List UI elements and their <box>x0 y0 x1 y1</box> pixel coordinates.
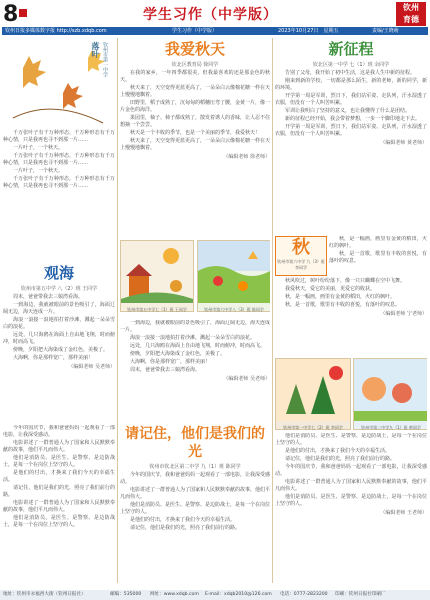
article-author: 钦州市第五中学 八（2）班 王同学 <box>20 286 98 292</box>
article-paragraph: 傍晚，夕阳把大海染成了金红色，美极了。 <box>13 347 109 353</box>
article-paragraph: 田野里，稻子成熟了，沉甸甸的稻穗压弯了腰，金黄一片，像一片金色的海洋。 <box>120 100 270 113</box>
student-drawing <box>120 240 194 312</box>
article-editor: （编辑老师 黄老师） <box>380 140 427 146</box>
title-box <box>275 236 327 276</box>
article-paragraph: 新的征程已经开始，我会带着梦想，一步一个脚印地走下去。 <box>285 116 421 122</box>
footer-postcode: 邮编：535000 <box>110 592 142 597</box>
article-author: 钦州市第六中学 九（3）班 李同学 <box>277 259 325 270</box>
article-editor: （编辑老师 吴老师） <box>68 364 115 370</box>
poem-paragraph: 一片叶子，一个秋天。 <box>13 145 64 151</box>
article-paragraph: 是他们的付出，才换来了我们今天的幸福生活。 <box>285 448 391 454</box>
article-title: 观海 <box>43 264 74 282</box>
article-paragraph: 秋，是一幅画，画里有金黄的稻田，火红的枫叶。 <box>329 236 427 249</box>
article-title: 我爱秋天 <box>164 40 225 58</box>
article-paragraph: 开学第一周是军训，烈日下，我们站军姿、走队列，汗水湿透了衣服，但没有一个人叫苦叫累。 <box>275 124 427 137</box>
remember-continued-right <box>275 433 427 585</box>
section-title: 学生习作（中学版） <box>143 7 278 23</box>
sightseeing-article <box>3 262 115 422</box>
article-paragraph: 今年的国庆节，我和爸爸妈妈一起观看了一部电影，让我深受感动。 <box>275 464 427 477</box>
article-paragraph: 他们是消防员、是医生、是警察、是边防战士，是每一个在岗位上坚守的人。 <box>3 455 115 468</box>
article-paragraph: 海浪一浪接一浪地拍打着沙滩，溅起一朵朵雪白的浪花。 <box>130 335 256 341</box>
editor-name: 责编/王晓萌 <box>372 28 399 34</box>
article-paragraph: 请记住，他们是我们的光，照亮了我们前行的路。 <box>3 485 115 498</box>
article-paragraph: 秋天来了，天空变得更蓝更高了，一朵朵白云像棉花糖一样在天上慢慢地飘着。 <box>120 85 270 98</box>
article-title: 新征程 <box>328 40 374 58</box>
article-paragraph: 大海啊，你是那样宽广，那样美丽！ <box>130 359 211 365</box>
drawing-caption: 钦州市第二中学九（1）班 黄同学 <box>361 425 421 430</box>
article-author: 钦州市钦北区第二中学 九（1）班 陈同学 <box>149 464 241 470</box>
drawing-caption: 钦州市第一中学七（2）班 李同学 <box>283 425 343 430</box>
autumn-short-article <box>275 236 427 356</box>
article-title: 秋 <box>292 237 310 258</box>
drawings-row <box>120 240 270 318</box>
article-editor: （编辑老师 宁老师） <box>380 311 427 317</box>
article-paragraph: 傍晚，夕阳把大海染成了金红色，美极了。 <box>130 351 226 357</box>
article-paragraph: 今年的国庆节，我和爸爸妈妈一起观看了一部电影，让我深受感动。 <box>120 472 270 485</box>
article-paragraph: 电影讲述了一群普通人为了国家和人民默默奉献的故事，他们平凡而伟大。 <box>3 500 115 513</box>
student-drawing <box>197 240 270 312</box>
article-paragraph: 一到海边，我就被眼前的景色吸引了，海面辽阔无边，海天连成一片。 <box>3 302 115 315</box>
article-paragraph: 秋风吹过，树叶纷纷落下，像一只只蝴蝶在空中飞舞。 <box>285 278 406 284</box>
article-paragraph: 秋天来了，天空变得更蓝更高了，一朵朵白云像棉花糖一样在天上慢慢地飘着。 <box>120 138 270 151</box>
edition-name: 学生习作（中学版） <box>172 28 218 34</box>
sightseeing-continued <box>120 320 270 420</box>
article-paragraph: 今年的国庆节，我和爸爸妈妈一起观看了一部电影，让我深受感动。 <box>3 425 115 438</box>
article-paragraph: 周末，爸爸带我去三娘湾看海。 <box>130 367 201 373</box>
poem-paragraph: 千万张叶子有千万种形态，千万种形态有千万种心情，只是我再也寻不到那一片…… <box>3 176 115 189</box>
article-paragraph: 周末，爸爸带我去三娘湾看海。 <box>13 294 84 300</box>
article-paragraph: 电影讲述了一群普通人为了国家和人民默默奉献的故事，他们平凡而伟大。 <box>3 440 115 453</box>
article-paragraph: 远处，几只海鸥在海面上自由地飞翔，时而俯冲，时而高飞。 <box>130 343 266 349</box>
paper-logo <box>396 2 426 26</box>
article-paragraph: 电影讲述了一群普通人为了国家和人民默默奉献的故事，他们平凡而伟大。 <box>275 479 427 492</box>
article-editor: （编辑老师 王老师） <box>380 510 427 516</box>
article-paragraph: 军训让我明白了坚持的意义，也让我懂得了什么是团结。 <box>285 108 411 114</box>
drawing-caption: 钦州市第六中学八（3）班 陈同学 <box>204 307 264 312</box>
article-paragraph: 请记住，他们是我们的光，照亮了我们前行的路。 <box>130 525 241 531</box>
page-footer <box>0 590 430 600</box>
drawings-row-right <box>275 358 427 430</box>
article-paragraph: 是他们的付出，才换来了我们今天的幸福生活。 <box>3 470 115 483</box>
article-paragraph: 大海啊，你是那样宽广，那样美丽！ <box>13 355 94 361</box>
footer-phone: 电话：0777-2823200 <box>280 592 328 597</box>
article-paragraph: 是他们的付出，才换来了我们今天的幸福生活。 <box>130 517 236 523</box>
article-paragraph: 在我的家乡，一年四季都很美，但我最喜欢的还是那金色的秋天。 <box>120 70 270 83</box>
article-paragraph: 请记住，他们是我们的光，照亮了我们前行的路。 <box>285 456 396 462</box>
page-number: 8 <box>3 2 19 27</box>
masthead <box>0 0 430 26</box>
poem-paragraph: 千万张叶子有千万种形态，千万种形态有千万种心情，只是我再也寻不到那一片…… <box>3 153 115 166</box>
leaf-poem-block <box>3 38 115 258</box>
article-paragraph: 果园里，柚子、柿子都成熟了，散发着诱人的香味，让人忍不住想摘一个尝尝。 <box>120 115 270 128</box>
student-drawing <box>353 358 427 430</box>
drawing-caption: 钦州市第五中学七（1）班 王同学 <box>127 307 187 312</box>
article-paragraph: 开学第一周是军训，烈日下，我们站军姿、走队列，汗水湿透了衣服，但没有一个人叫苦叫累。 <box>275 93 427 106</box>
article-title: 请记住，他们是我们的光 <box>125 426 265 460</box>
autumn-article <box>120 38 270 238</box>
article-paragraph: 他们是消防员、是医生、是警察、是边防战士，是每一个在岗位上坚守的人。 <box>275 494 427 507</box>
article-paragraph: 秋，是一首歌，歌里有丰收的喜悦，有落叶的叹息。 <box>329 251 427 264</box>
footer-address: 地址：钦州市永福西大街（钦州日报社） <box>3 592 86 597</box>
info-bar <box>2 27 428 35</box>
footer-email[interactable]: E-mail：xdqb2010@126.com <box>205 592 272 597</box>
footer-print: 印刷：钦州日报社印刷厂 <box>335 592 386 597</box>
poem-author: 钦州市第一中学 <box>102 42 108 77</box>
article-paragraph: 远处，几只海鸥在海面上自由地飞翔，时而俯冲，时而高飞。 <box>3 332 115 345</box>
article-paragraph: 秋，是一首歌，歌里有丰收的喜悦，有落叶的叹息。 <box>285 302 401 308</box>
expedition-article <box>275 38 427 233</box>
page-marker <box>19 9 27 17</box>
article-paragraph: 他们是消防员、是医生、是警察、是边防战士，是每一个在岗位上坚守的人。 <box>120 502 270 515</box>
poem-paragraph: 一片叶子，一个秋天。 <box>13 168 64 174</box>
article-editor: （编辑老师 吴老师） <box>223 376 270 382</box>
article-editor: （编辑老师 徐老师） <box>223 154 270 160</box>
column-divider <box>117 38 118 583</box>
article-paragraph: 我爱秋天，爱它的美丽，更爱它的收获。 <box>285 286 376 292</box>
logo-bottom-text: 育德 <box>403 15 419 24</box>
article-paragraph: 海浪一浪接一浪地拍打着沙滩，溅起一朵朵雪白的浪花。 <box>3 317 115 330</box>
issue-date: 2023年10月27日 星期五 <box>278 28 339 34</box>
article-paragraph: 他们是消防员、是医生、是警察、是边防战士，是每一个在岗位上坚守的人。 <box>275 433 427 446</box>
poem-paragraph: 千万张叶子有千万种形态，千万种形态有千万种心情，只是我再也寻不到那一片…… <box>3 130 115 143</box>
article-paragraph: 秋，是一幅画，画里有金黄的稻田，火红的枫叶。 <box>285 294 396 300</box>
poem-title: 落叶 <box>91 42 100 58</box>
remember-article <box>120 425 270 587</box>
remember-continued-left <box>3 425 115 585</box>
column-divider <box>272 38 273 583</box>
article-paragraph: 秋天是一个丰收的季节，也是一个美丽的季节，我爱秋天！ <box>130 130 261 136</box>
site-link[interactable]: 钦州日报多媒体数字报 http://szb.xdqb.com <box>5 28 107 34</box>
article-paragraph: 告别了父母，我开始了初中生活，这是我人生中新的征程。 <box>285 70 416 76</box>
student-drawing <box>275 358 351 430</box>
logo-top-text: 钦州 <box>403 3 419 12</box>
article-author: 钦北区教育局 徐同学 <box>171 62 219 68</box>
footer-web[interactable]: 网址：www.xdqb.com <box>150 592 199 597</box>
article-author: 钦北区第一中学 七（1）班 余同学 <box>312 62 390 68</box>
article-paragraph: 他们是消防员、是医生、是警察、是边防战士，是每一个在岗位上坚守的人。 <box>3 515 115 528</box>
article-paragraph: 一到海边，我就被眼前的景色吸引了，海面辽阔无边，海天连成一片。 <box>120 320 270 333</box>
article-paragraph: 刚来到新的学校，一切都是那么陌生，新的老师，新的同学，新的环境。 <box>275 78 427 91</box>
article-paragraph: 电影讲述了一群普通人为了国家和人民默默奉献的故事，他们平凡而伟大。 <box>120 487 270 500</box>
